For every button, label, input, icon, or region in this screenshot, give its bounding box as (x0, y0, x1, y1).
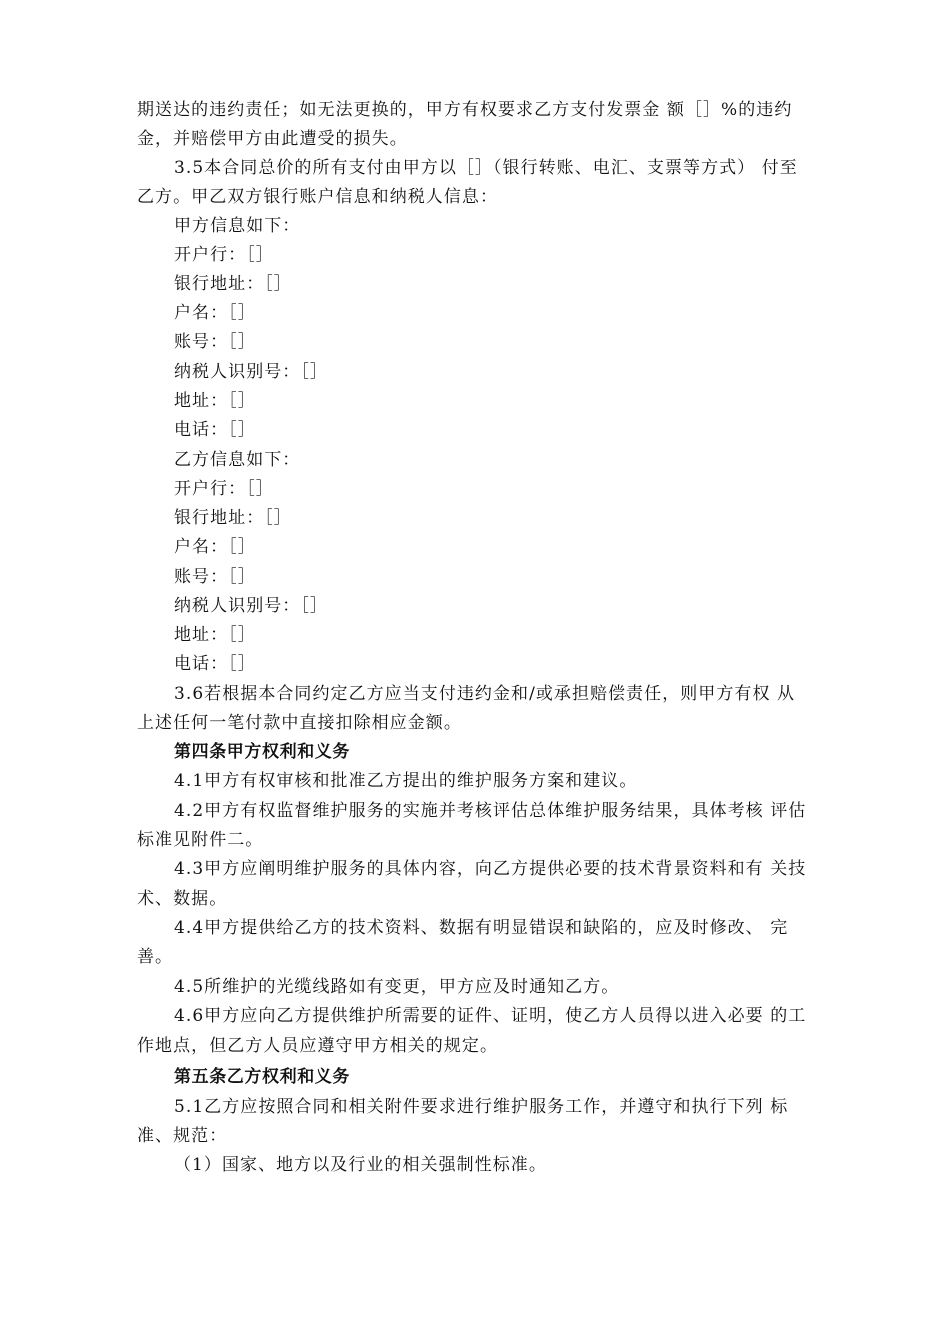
text-line: 纳税人识别号：［］ (174, 596, 328, 616)
text-line: 乙方。甲乙双方银行账户信息和纳税人信息： (137, 187, 498, 207)
text-line: 术、数据。 (137, 889, 228, 909)
text-line: 账号：［］ (174, 332, 256, 352)
text-line: 纳税人识别号：［］ (174, 362, 328, 382)
text-line: 账号：［］ (174, 567, 256, 587)
text-line: 4.4甲方提供给乙方的技术资料、数据有明显错误和缺陷的，应及时修改、 完 (174, 918, 789, 938)
text-line: 4.6甲方应向乙方提供维护所需要的证件、证明，使乙方人员得以进入必要 的工 (174, 1006, 807, 1026)
text-line: 地址：［］ (174, 625, 256, 645)
text-line: 电话：［］ (174, 420, 256, 440)
text-line: 银行地址：［］ (174, 274, 292, 294)
text-line: 开户行：［］ (174, 479, 274, 499)
text-line: 3.6若根据本合同约定乙方应当支付违约金和/或承担赔偿责任，则甲方有权 从 (174, 684, 796, 704)
text-line: 期送达的违约责任；如无法更换的，甲方有权要求乙方支付发票金 额［］%的违约 (137, 100, 793, 120)
text-line: 电话：［］ (174, 654, 256, 674)
text-line: （1）国家、地方以及行业的相关强制性标准。 (174, 1155, 547, 1175)
text-line: 开户行：［］ (174, 245, 274, 265)
section-heading: 第四条甲方权利和义务 (174, 742, 350, 762)
text-line: 金，并赔偿甲方由此遭受的损失。 (137, 129, 408, 149)
text-line: 甲方信息如下： (174, 216, 301, 236)
text-line: 户名：［］ (174, 303, 256, 323)
text-line: 作地点，但乙方人员应遵守甲方相关的规定。 (137, 1036, 498, 1056)
text-line: 5.1乙方应按照合同和相关附件要求进行维护服务工作，并遵守和执行下列 标 (174, 1097, 789, 1117)
text-line: 准、规范： (137, 1126, 228, 1146)
text-line: 4.1甲方有权审核和批准乙方提出的维护服务方案和建议。 (174, 771, 638, 791)
text-line: 3.5本合同总价的所有支付由甲方以［］（银行转账、电汇、支票等方式） 付至 (174, 158, 798, 178)
text-line: 标准见附件二。 (137, 830, 264, 850)
text-line: 银行地址：［］ (174, 508, 292, 528)
section-heading: 第五条乙方权利和义务 (174, 1067, 350, 1087)
text-line: 善。 (137, 947, 174, 967)
text-line: 乙方信息如下： (174, 450, 301, 470)
text-line: 4.2甲方有权监督维护服务的实施并考核评估总体维护服务结果，具体考核 评估 (174, 801, 807, 821)
text-line: 上述任何一笔付款中直接扣除相应金额。 (137, 713, 462, 733)
text-line: 4.3甲方应阐明维护服务的具体内容，向乙方提供必要的技术背景资料和有 关技 (174, 859, 807, 879)
text-line: 4.5所维护的光缆线路如有变更，甲方应及时通知乙方。 (174, 977, 620, 997)
text-line: 户名：［］ (174, 537, 256, 557)
text-line: 地址：［］ (174, 391, 256, 411)
